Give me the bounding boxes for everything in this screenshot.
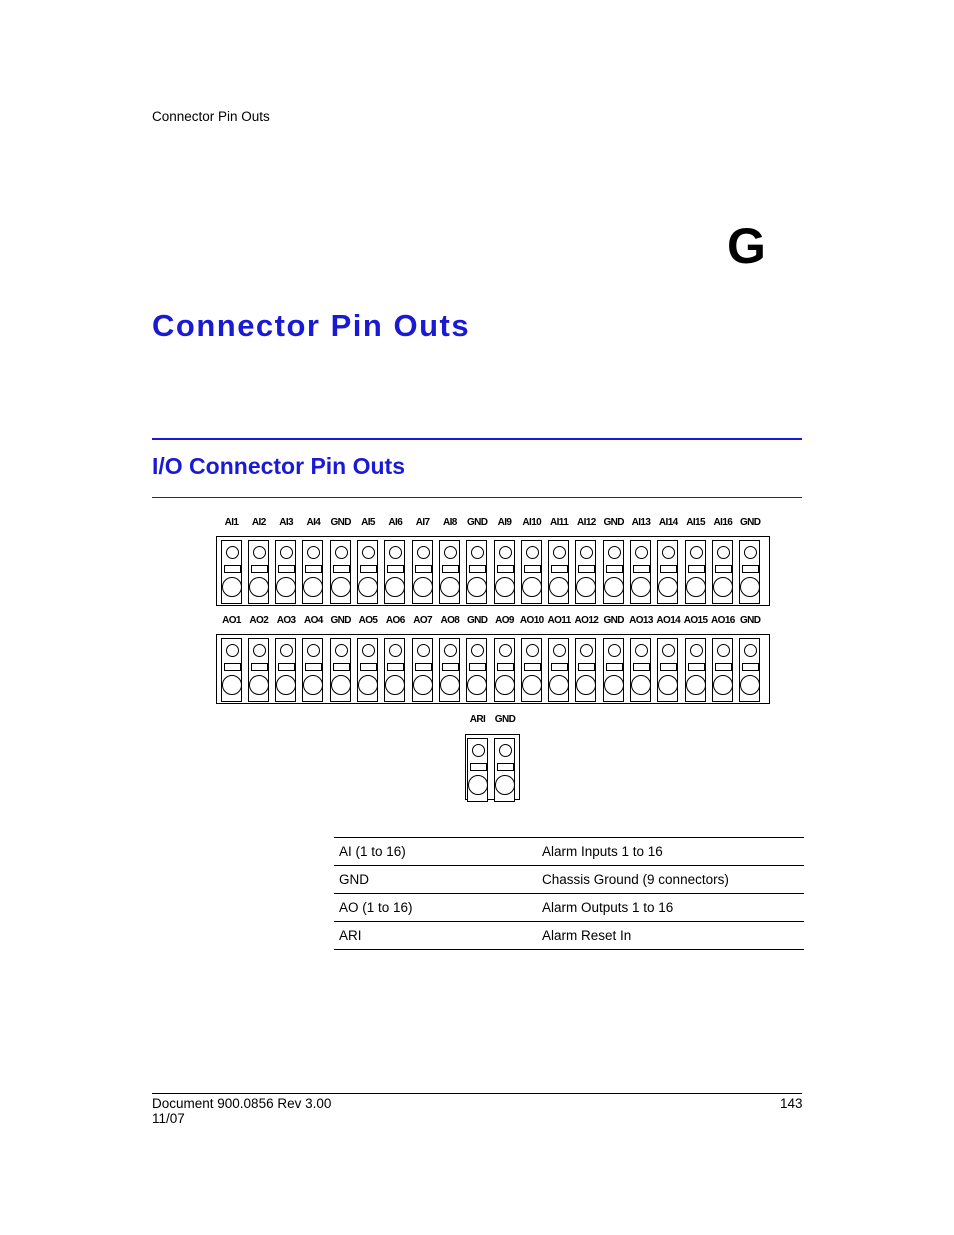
terminal-screw-icon bbox=[249, 577, 269, 597]
alarm-input-terminal-pin bbox=[494, 540, 515, 604]
pin-slot-icon bbox=[578, 663, 595, 671]
pin-slot-icon bbox=[551, 663, 568, 671]
legend-term: ARI bbox=[334, 922, 537, 950]
legend-term: AO (1 to 16) bbox=[334, 894, 537, 922]
alarm-output-terminal-pin bbox=[630, 638, 651, 702]
alarm-input-terminal-pin bbox=[466, 540, 487, 604]
alarm-output-terminal-pin bbox=[712, 638, 733, 702]
alarm-input-pin-label: GND bbox=[603, 517, 624, 528]
alarm-output-terminal-pin bbox=[357, 638, 378, 702]
terminal-screw-icon bbox=[413, 577, 433, 597]
pin-hole-icon bbox=[526, 546, 539, 559]
pin-hole-icon bbox=[499, 546, 512, 559]
alarm-output-terminal-pin bbox=[466, 638, 487, 702]
alarm-output-terminal-pin bbox=[275, 638, 296, 702]
alarm-input-pin-label: AI14 bbox=[658, 517, 678, 528]
terminal-screw-icon bbox=[576, 675, 596, 695]
alarm-input-pin-label: GND bbox=[330, 517, 351, 528]
pin-slot-icon bbox=[251, 663, 268, 671]
alarm-input-terminal-pin bbox=[548, 540, 569, 604]
alarm-input-pin-label: AI12 bbox=[577, 517, 596, 528]
alarm-output-pin-label: AO7 bbox=[413, 615, 432, 626]
terminal-screw-icon bbox=[331, 675, 351, 695]
legend-term: GND bbox=[334, 866, 537, 894]
pin-slot-icon bbox=[415, 565, 432, 573]
chapter-title: Connector Pin Outs bbox=[152, 308, 471, 343]
pin-hole-icon bbox=[635, 644, 648, 657]
alarm-input-pin-label: AI9 bbox=[497, 517, 512, 528]
pin-hole-icon bbox=[389, 546, 402, 559]
alarm-output-terminal-pin bbox=[384, 638, 405, 702]
pin-hole-icon bbox=[472, 744, 485, 757]
terminal-screw-icon bbox=[658, 577, 678, 597]
alarm-output-pin-label: AO3 bbox=[276, 615, 296, 626]
alarm-output-terminal-pin bbox=[302, 638, 323, 702]
table-row bbox=[334, 922, 804, 950]
pin-slot-icon bbox=[224, 663, 241, 671]
pin-slot-icon bbox=[305, 565, 322, 573]
alarm-input-pin-label: AI10 bbox=[522, 517, 542, 528]
alarm-reset-pin-label: ARI bbox=[469, 714, 486, 725]
pin-hole-icon bbox=[335, 644, 348, 657]
pin-hole-icon bbox=[280, 644, 293, 657]
pin-hole-icon bbox=[553, 546, 566, 559]
pin-slot-icon bbox=[497, 763, 514, 771]
pin-hole-icon bbox=[662, 644, 675, 657]
alarm-output-pin-label: AO9 bbox=[495, 615, 514, 626]
pin-slot-icon bbox=[660, 663, 677, 671]
pin-slot-icon bbox=[387, 663, 404, 671]
alarm-input-pin-label: AI3 bbox=[279, 517, 293, 528]
pin-slot-icon bbox=[442, 663, 459, 671]
pin-hole-icon bbox=[417, 644, 430, 657]
terminal-screw-icon bbox=[549, 675, 569, 695]
alarm-input-terminal-pin bbox=[412, 540, 433, 604]
terminal-screw-icon bbox=[631, 577, 651, 597]
terminal-screw-icon bbox=[495, 675, 515, 695]
alarm-input-pin-label: AI2 bbox=[251, 517, 266, 528]
pin-slot-icon bbox=[470, 763, 487, 771]
alarm-output-terminal-block bbox=[216, 634, 770, 704]
alarm-output-pin-label: AO4 bbox=[304, 615, 323, 626]
pin-slot-icon bbox=[469, 663, 486, 671]
alarm-output-terminal-pin bbox=[685, 638, 706, 702]
alarm-input-terminal-pin bbox=[330, 540, 351, 604]
legend-description: Chassis Ground (9 connectors) bbox=[537, 866, 804, 894]
pin-hole-icon bbox=[471, 644, 484, 657]
pin-hole-icon bbox=[635, 546, 648, 559]
table-row bbox=[334, 866, 804, 894]
pin-hole-icon bbox=[499, 744, 512, 757]
alarm-input-pin-label: AI7 bbox=[415, 517, 430, 528]
alarm-input-terminal-pin bbox=[248, 540, 269, 604]
alarm-input-pin-label: AI15 bbox=[686, 517, 705, 528]
pin-slot-icon bbox=[688, 663, 705, 671]
pin-slot-icon bbox=[387, 565, 404, 573]
terminal-screw-icon bbox=[358, 675, 378, 695]
alarm-output-terminal-pin bbox=[330, 638, 351, 702]
pin-slot-icon bbox=[442, 565, 459, 573]
alarm-input-terminal-pin bbox=[357, 540, 378, 604]
pin-slot-icon bbox=[606, 565, 623, 573]
alarm-input-terminal-pin bbox=[739, 540, 760, 604]
alarm-input-terminal-pin bbox=[521, 540, 542, 604]
alarm-output-pin-label: GND bbox=[739, 615, 761, 626]
pin-slot-icon bbox=[415, 663, 432, 671]
terminal-screw-icon bbox=[740, 675, 760, 695]
footer-date: 11/07 bbox=[152, 1111, 185, 1126]
pin-slot-icon bbox=[742, 565, 759, 573]
alarm-output-terminal-pin bbox=[412, 638, 433, 702]
pin-hole-icon bbox=[253, 644, 266, 657]
section-rule-top bbox=[152, 438, 802, 440]
terminal-screw-icon bbox=[222, 675, 242, 695]
terminal-screw-icon bbox=[331, 577, 351, 597]
alarm-input-terminal-pin bbox=[657, 540, 678, 604]
alarm-input-pin-label: AI13 bbox=[631, 517, 651, 528]
alarm-input-pin-label: AI1 bbox=[224, 517, 239, 528]
pin-slot-icon bbox=[224, 565, 241, 573]
section-title: I/O Connector Pin Outs bbox=[152, 453, 406, 479]
alarm-output-pin-label: GND bbox=[603, 615, 624, 626]
pin-hole-icon bbox=[362, 644, 375, 657]
pin-hole-icon bbox=[307, 644, 320, 657]
alarm-output-pin-label: AO16 bbox=[711, 615, 735, 626]
pin-hole-icon bbox=[553, 644, 566, 657]
table-row bbox=[334, 894, 804, 922]
terminal-screw-icon bbox=[413, 675, 433, 695]
pin-slot-icon bbox=[469, 565, 486, 573]
alarm-output-pin-label: AO14 bbox=[656, 615, 681, 626]
pin-hole-icon bbox=[690, 546, 703, 559]
alarm-output-terminal-pin bbox=[521, 638, 542, 702]
table-row bbox=[334, 838, 804, 866]
pin-slot-icon bbox=[305, 663, 322, 671]
terminal-screw-icon bbox=[549, 577, 569, 597]
pin-slot-icon bbox=[633, 565, 650, 573]
pin-hole-icon bbox=[717, 546, 730, 559]
pin-hole-icon bbox=[280, 546, 293, 559]
terminal-screw-icon bbox=[358, 577, 378, 597]
terminal-screw-icon bbox=[576, 577, 596, 597]
alarm-input-terminal-pin bbox=[275, 540, 296, 604]
pin-slot-icon bbox=[633, 663, 650, 671]
alarm-output-pin-label: AO6 bbox=[385, 615, 405, 626]
terminal-screw-icon bbox=[740, 577, 760, 597]
legend-description: Alarm Inputs 1 to 16 bbox=[537, 838, 804, 866]
pin-slot-icon bbox=[278, 565, 295, 573]
terminal-screw-icon bbox=[686, 675, 706, 695]
pin-hole-icon bbox=[662, 546, 675, 559]
alarm-output-terminal-pin bbox=[439, 638, 460, 702]
pin-hole-icon bbox=[608, 644, 621, 657]
alarm-input-terminal-pin bbox=[685, 540, 706, 604]
alarm-output-pin-label: AO2 bbox=[249, 615, 269, 626]
alarm-reset-pin-label: GND bbox=[494, 714, 516, 725]
alarm-output-pin-label: AO11 bbox=[547, 615, 571, 626]
pin-hole-icon bbox=[362, 546, 375, 559]
legend-description: Alarm Outputs 1 to 16 bbox=[537, 894, 804, 922]
pin-slot-icon bbox=[551, 565, 568, 573]
alarm-output-terminal-pin bbox=[739, 638, 760, 702]
pin-hole-icon bbox=[717, 644, 730, 657]
terminal-screw-icon bbox=[385, 577, 405, 597]
alarm-input-terminal-block bbox=[216, 536, 770, 606]
alarm-input-pin-label: AI11 bbox=[550, 517, 569, 528]
alarm-output-pin-label: AO1 bbox=[222, 615, 241, 626]
pin-hole-icon bbox=[580, 546, 593, 559]
terminal-screw-icon bbox=[522, 577, 542, 597]
alarm-input-terminal-pin bbox=[630, 540, 651, 604]
terminal-screw-icon bbox=[440, 675, 460, 695]
alarm-input-pin-label: AI6 bbox=[388, 517, 403, 528]
terminal-screw-icon bbox=[303, 577, 323, 597]
pin-slot-icon bbox=[578, 565, 595, 573]
alarm-output-terminal-pin bbox=[575, 638, 596, 702]
pin-hole-icon bbox=[690, 644, 703, 657]
alarm-input-terminal-pin bbox=[221, 540, 242, 604]
alarm-output-terminal-pin bbox=[248, 638, 269, 702]
pin-slot-icon bbox=[497, 565, 514, 573]
page-number: 143 bbox=[780, 1096, 803, 1111]
terminal-screw-icon bbox=[385, 675, 405, 695]
pin-slot-icon bbox=[333, 565, 350, 573]
alarm-input-pin-label: GND bbox=[739, 517, 761, 528]
appendix-letter: G bbox=[727, 218, 766, 274]
pin-hole-icon bbox=[307, 546, 320, 559]
alarm-input-pin-label: AI8 bbox=[443, 517, 457, 528]
pin-hole-icon bbox=[335, 546, 348, 559]
alarm-input-pin-label: GND bbox=[466, 517, 488, 528]
alarm-input-pin-label: AI4 bbox=[306, 517, 321, 528]
footer-document-number: Document 900.0856 Rev 3.00 bbox=[152, 1096, 332, 1111]
pin-hole-icon bbox=[417, 546, 430, 559]
running-header: Connector Pin Outs bbox=[152, 109, 270, 124]
alarm-input-terminal-pin bbox=[575, 540, 596, 604]
pin-slot-icon bbox=[497, 663, 514, 671]
legend-description: Alarm Reset In bbox=[537, 922, 804, 950]
terminal-screw-icon bbox=[495, 775, 515, 795]
alarm-output-pin-label: AO10 bbox=[519, 615, 544, 626]
terminal-screw-icon bbox=[495, 577, 515, 597]
pin-slot-icon bbox=[715, 565, 732, 573]
pin-hole-icon bbox=[389, 644, 402, 657]
pin-hole-icon bbox=[608, 546, 621, 559]
alarm-output-pin-label: AO15 bbox=[683, 615, 708, 626]
alarm-input-pin-label: AI16 bbox=[713, 517, 733, 528]
terminal-screw-icon bbox=[713, 675, 733, 695]
pin-hole-icon bbox=[444, 546, 457, 559]
pin-hole-icon bbox=[526, 644, 539, 657]
terminal-screw-icon bbox=[631, 675, 651, 695]
alarm-input-terminal-pin bbox=[384, 540, 405, 604]
pin-hole-icon bbox=[471, 546, 484, 559]
alarm-input-terminal-pin bbox=[439, 540, 460, 604]
alarm-input-terminal-pin bbox=[712, 540, 733, 604]
terminal-screw-icon bbox=[604, 577, 624, 597]
alarm-output-pin-label: AO12 bbox=[574, 615, 599, 626]
alarm-output-terminal-pin bbox=[221, 638, 242, 702]
pin-hole-icon bbox=[226, 644, 239, 657]
pin-slot-icon bbox=[251, 565, 268, 573]
alarm-output-terminal-pin bbox=[494, 638, 515, 702]
alarm-reset-terminal-block bbox=[465, 734, 520, 800]
terminal-screw-icon bbox=[658, 675, 678, 695]
terminal-screw-icon bbox=[467, 577, 487, 597]
pin-hole-icon bbox=[580, 644, 593, 657]
pin-slot-icon bbox=[715, 663, 732, 671]
pin-hole-icon bbox=[226, 546, 239, 559]
pin-hole-icon bbox=[444, 644, 457, 657]
pin-slot-icon bbox=[524, 663, 541, 671]
alarm-output-pin-label: GND bbox=[330, 615, 351, 626]
pin-slot-icon bbox=[688, 565, 705, 573]
pin-slot-icon bbox=[333, 663, 350, 671]
terminal-screw-icon bbox=[276, 577, 296, 597]
legend-term: AI (1 to 16) bbox=[334, 838, 537, 866]
terminal-screw-icon bbox=[468, 775, 488, 795]
pin-slot-icon bbox=[278, 663, 295, 671]
terminal-screw-icon bbox=[303, 675, 323, 695]
alarm-output-pin-label: AO8 bbox=[440, 615, 460, 626]
pin-slot-icon bbox=[360, 663, 377, 671]
alarm-output-terminal-pin bbox=[548, 638, 569, 702]
alarm-input-terminal-pin bbox=[603, 540, 624, 604]
footer-rule bbox=[152, 1093, 802, 1094]
pin-slot-icon bbox=[606, 663, 623, 671]
section-rule-bottom bbox=[152, 497, 802, 498]
alarm-output-pin-label: AO13 bbox=[629, 615, 653, 626]
terminal-screw-icon bbox=[249, 675, 269, 695]
terminal-screw-icon bbox=[522, 675, 542, 695]
pin-slot-icon bbox=[742, 663, 759, 671]
pin-legend-table bbox=[334, 837, 804, 950]
terminal-screw-icon bbox=[467, 675, 487, 695]
alarm-reset-terminal-pin bbox=[494, 738, 515, 802]
terminal-screw-icon bbox=[713, 577, 733, 597]
terminal-screw-icon bbox=[276, 675, 296, 695]
pin-slot-icon bbox=[360, 565, 377, 573]
pin-slot-icon bbox=[524, 565, 541, 573]
alarm-input-pin-label: AI5 bbox=[361, 517, 375, 528]
pin-hole-icon bbox=[253, 546, 266, 559]
alarm-reset-terminal-pin bbox=[467, 738, 488, 802]
terminal-screw-icon bbox=[604, 675, 624, 695]
terminal-screw-icon bbox=[686, 577, 706, 597]
alarm-output-pin-label: GND bbox=[466, 615, 488, 626]
alarm-output-terminal-pin bbox=[657, 638, 678, 702]
alarm-input-terminal-pin bbox=[302, 540, 323, 604]
alarm-output-terminal-pin bbox=[603, 638, 624, 702]
pin-hole-icon bbox=[499, 644, 512, 657]
pin-hole-icon bbox=[744, 546, 757, 559]
pin-hole-icon bbox=[744, 644, 757, 657]
alarm-output-pin-label: AO5 bbox=[358, 615, 378, 626]
terminal-screw-icon bbox=[440, 577, 460, 597]
pin-slot-icon bbox=[660, 565, 677, 573]
terminal-screw-icon bbox=[222, 577, 242, 597]
